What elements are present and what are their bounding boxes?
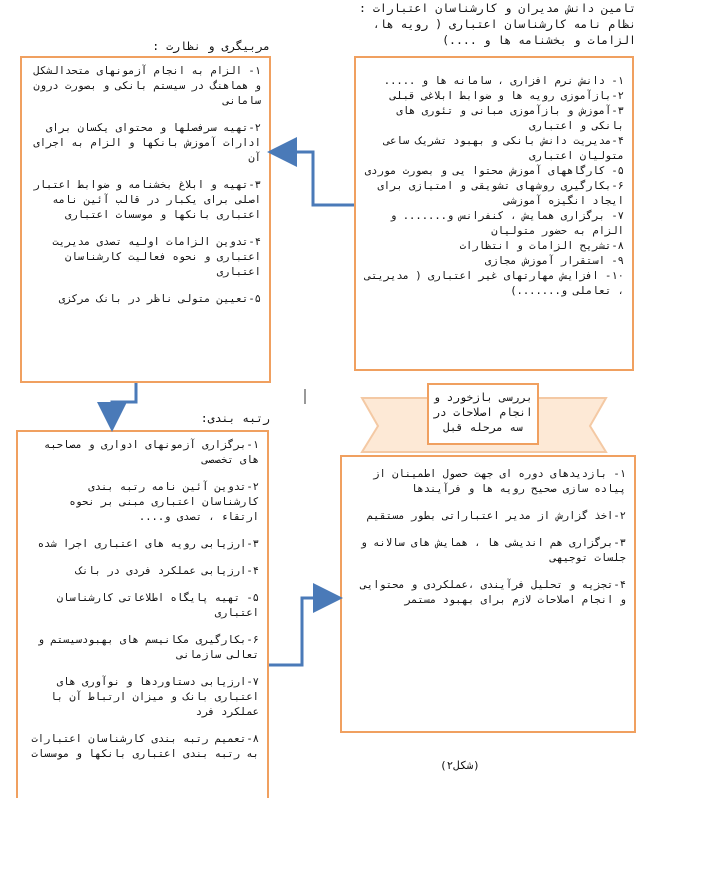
arrow-coaching-to-ranking: [112, 383, 136, 423]
coaching-item: ۳-تهیه و ابلاغ بخشنامه و ضوابط اعتبار اصلی برای یکبار در قالب آئین نامه اعتباری بانکها و موسسات اعتباری: [33, 179, 261, 221]
ranking-item: ۷-ارزیابی دستاوردها و نوآوری های اعتباری بانک و میزان ارتباط آن با عملکرد فرد: [50, 676, 259, 718]
coaching-item: ۱- الزام به انجام آزمونهای متحدالشکل و هماهنگ در سیستم بانکی و بصورت درون سامانی: [33, 65, 261, 107]
knowledge-item: ۷- برگزاری همایش ، کنفرانس و....... و الزام به حضور متولیان: [390, 210, 624, 237]
feedback-item: ۲-اخذ گزارش از مدیر اعتباراتی بطور مستقیم: [366, 510, 626, 522]
knowledge-item: ۳-آموزش و بازآموزی مبانی و تئوری های بانکی و اعتباری: [396, 105, 624, 132]
knowledge-item: ۴-مدیریت دانش بانکی و بهبود تشریک ساعی متولیان اعتباری: [383, 135, 624, 162]
knowledge-item: ۸-تشریح الزامات و انتظارات: [459, 240, 624, 252]
coaching-item: ۲-تهیه سرفصلها و محتوای یکسان برای ادارات آموزش بانکها و الزام به اجرای آن: [33, 122, 261, 164]
knowledge-item: ۱- دانش نرم افزاری ، سامانه ها و .....: [383, 75, 624, 87]
arrow-knowledge-to-coaching: [276, 152, 354, 205]
feedback-item: ۳-برگزاری هم اندیشی ها ، همایش های سالانه و جلسات توجیهی: [360, 537, 626, 564]
ranking-item: ۶-بکارگیری مکانیسم های بهبودسیستم و تعالی سازمانی: [37, 634, 259, 661]
feedback-item: ۴-تجزیه و تحلیل فرآیندی ،عملکردی و محتوایی و انجام اصلاحات لازم برای بهبود مستمر: [360, 579, 626, 606]
coaching-item: ۵-تعیین متولی ناظر در بانک مرکزی: [58, 293, 261, 305]
ranking-item: ۴-ارزیابی عملکرد فردی در بانک: [75, 565, 259, 577]
top-heading: تامین دانش مدیران و کارشناسان اعتبارات : نظام نامه کارشناسان اعتباری ( رویه ها، الزامات و بخشنامه ها و ....): [359, 1, 636, 47]
figure-caption: (شکل۲): [440, 759, 480, 772]
ribbon-text: بررسی بازخورد و انجام اصلاحات در سه مرحله قبل: [433, 391, 533, 434]
knowledge-item: ۲-بازآموزی رویه ها و ضوابط ابلاغی قبلی: [390, 90, 624, 102]
knowledge-item: ۶-بکارگیری روشهای تشویقی و امتیازی برای ایجاد انگیزه آموزشی: [377, 180, 624, 207]
knowledge-item: ۱۰- افزایش مهارتهای غیر اعتباری ( مدیریتی ، تعاملی و.......): [364, 270, 624, 297]
ranking-item: ۵- تهیه پایگاه اطلاعاتی کارشناسان اعتباری: [56, 592, 259, 619]
knowledge-item: ۵- کارگاههای آموزش محتوا یی و بصورت موردی: [364, 165, 624, 177]
knowledge-item: ۹- استقرار آموزش مجازی: [484, 255, 624, 267]
coaching-item: ۴-تدوین الزامات اولیه تصدی مدیریت اعتباری و نحوه فعالیت کارشناسان اعتباری: [52, 236, 261, 278]
ranking-heading: رتبه بندی:: [200, 411, 270, 425]
ranking-item: ۸-تعمیم رتبه بندی کارشناسان اعتبارات به رتبه بندی اعتباری بانکها و موسسات: [31, 733, 259, 760]
ranking-item: ۲-تدوین آئین نامه رتبه بندی کارشناسان اعتباری مبنی بر نحوه ارتقاء ، تصدی و....: [69, 481, 259, 523]
arrow-ranking-to-feedback: [269, 598, 334, 665]
ranking-item: ۳-ارزیابی رویه های اعتباری اجرا شده: [37, 538, 259, 550]
coaching-heading: مربیگری و نظارت :: [152, 39, 270, 53]
ranking-item: ۱-برگزاری آزمونهای ادواری و مصاحبه های تخصصی: [44, 439, 259, 466]
feedback-item: ۱- بازدیدهای دوره ای جهت حصول اطمینان از پیاده سازی صحیح رویه ها و فرآیندها: [373, 468, 626, 495]
